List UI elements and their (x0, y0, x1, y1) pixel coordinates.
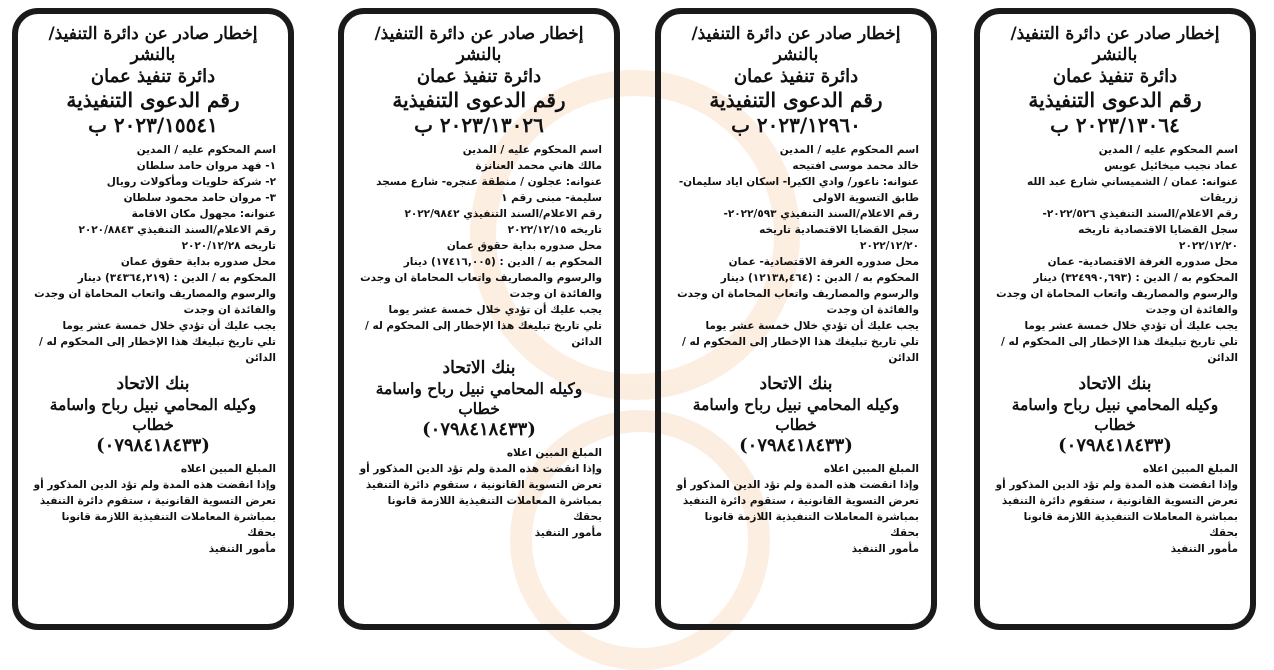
footer-line: تعرض التسوية القانونية ، ستقوم دائرة التنفيذ (682, 495, 919, 507)
body-line: عنوانه: مجهول مكان الاقامة (131, 208, 276, 220)
notice-card (974, 8, 1256, 630)
case-number: ٢٠٢٣/١٢٩٦٠ ب (731, 113, 861, 137)
body-line: سجل القضايا الاقتصادية تاريخه (1078, 224, 1238, 236)
body-line: خالد محمد موسى افتيحه (792, 160, 919, 172)
body-line: والرسوم والمصاريف واتعاب المحاماة ان وجدت (34, 288, 276, 300)
body-line: اسم المحكوم عليه / المدين (462, 144, 602, 156)
notice-card (655, 8, 937, 630)
body-line: المحكوم به / الدين : (٣٤٣٦٤,٢١٩) دينار (77, 272, 276, 284)
body-line: ٢٠٢٢/١٢/٢٠ (860, 240, 919, 252)
lawyer-name: وكيله المحامي نبيل رباح واسامة خطاب (1011, 395, 1219, 434)
body-line: عنوانه: عمان / الشميساني شارع عبد الله زريقات (1027, 176, 1238, 204)
case-number: ٢٠٢٣/١٣٠٦٤ ب (1050, 113, 1180, 137)
body-line: والفائدة ان وجدت (826, 304, 919, 316)
lawyer-name: وكيله المحامي نبيل رباح واسامة خطاب (375, 379, 583, 418)
body-line: رقم الاعلام/السند التنفيذي ٢٠٢٢/٩٨٤٢ (404, 208, 602, 220)
body-line: المحكوم به / الدين : (١٢١٣٨,٤٦٤) دينار (720, 272, 919, 284)
body-line: محل صدوره الغرفة الاقتصادية- عمان (728, 256, 919, 268)
body-line: والرسوم والمصاريف واتعاب المحاماة ان وجدت (677, 288, 919, 300)
notice-header: إخطار صادر عن دائرة التنفيذ/ بالنشر (374, 24, 584, 65)
bank-name: بنك الاتحاد (116, 374, 190, 394)
body-line: والرسوم والمصاريف واتعاب المحاماة ان وجدت (360, 272, 602, 284)
body-line: تلي تاريخ تبليغك هذا الإخطار إلى المحكوم له / (1000, 336, 1238, 348)
case-number: ٢٠٢٣/١٣٠٢٦ ب (414, 113, 544, 137)
bank-name: بنك الاتحاد (442, 358, 516, 378)
footer-line: وإذا انقضت هذه المدة ولم تؤد الدين المذكور أو (33, 479, 276, 491)
case-heading: رقم الدعوى التنفيذية (1028, 88, 1202, 112)
department-name: دائرة تنفيذ عمان (416, 66, 542, 87)
body-line: يجب عليك أن تؤدي خلال خمسة عشر يوما (62, 320, 276, 332)
footer-line: وإذا انقضت هذه المدة ولم تؤد الدين المذكور أو (359, 463, 602, 475)
body-line: مالك هاني محمد العنانزة (475, 160, 602, 172)
footer-line: تعرض التسوية القانونية ، ستقوم دائرة التنفيذ (39, 495, 276, 507)
lawyer-name: وكيله المحامي نبيل رباح واسامة خطاب (49, 395, 257, 434)
footer-line: تعرض التسوية القانونية ، ستقوم دائرة التنفيذ (1001, 495, 1238, 507)
body-line: سليمة- مبنى رقم ١ (501, 192, 602, 204)
body-line: محل صدوره بداية حقوق عمان (446, 240, 602, 252)
notice-card (12, 8, 294, 630)
body-line: يجب عليك أن تؤدي خلال خمسة عشر يوما (388, 304, 602, 316)
body-line: اسم المحكوم عليه / المدين (779, 144, 919, 156)
body-line: يجب عليك أن تؤدي خلال خمسة عشر يوما (705, 320, 919, 332)
body-line: اسم المحكوم عليه / المدين (136, 144, 276, 156)
department-name: دائرة تنفيذ عمان (90, 66, 216, 87)
department-name: دائرة تنفيذ عمان (1052, 66, 1178, 87)
phone-number: (٠٧٩٨٤١٨٤٣٣) (1058, 435, 1172, 456)
body-line: ٢٠٢٢/١٢/٢٠ (1179, 240, 1238, 252)
footer-line: بمباشرة المعاملات التنفيذية اللازمة قانونا بحقك (1023, 511, 1238, 539)
body-line: المحكوم به / الدين : (١٧٤١٦,٠٠٥) دينار (403, 256, 602, 268)
body-line: ١- فهد مروان حامد سلطان (136, 160, 276, 172)
body-line: والرسوم والمصاريف واتعاب المحاماة ان وجدت (996, 288, 1238, 300)
body-line: رقم الاعلام/السند التنفيذي ٢٠٢٢/٥٩٣- (723, 208, 919, 220)
notice-header: إخطار صادر عن دائرة التنفيذ/ بالنشر (691, 24, 901, 65)
body-line: تلي تاريخ تبليغك هذا الإخطار إلى المحكوم له / (681, 336, 919, 348)
body-line: محل صدوره بداية حقوق عمان (120, 256, 276, 268)
notices-row (12, 8, 1262, 638)
footer-line: وإذا انقضت هذه المدة ولم تؤد الدين المذكور أو (676, 479, 919, 491)
footer-line: مأمور التنفيذ (851, 543, 919, 555)
footer-line: المبلغ المبين اعلاه (1142, 463, 1238, 475)
phone-number: (٠٧٩٨٤١٨٤٣٣) (422, 419, 536, 440)
footer-line: مأمور التنفيذ (208, 543, 276, 555)
body-line: تلي تاريخ تبليغك هذا الإخطار إلى المحكوم له / (364, 320, 602, 332)
footer-line: تعرض التسوية القانونية ، ستقوم دائرة التنفيذ (365, 479, 602, 491)
body-line: سجل القضايا الاقتصادية تاريخه (759, 224, 919, 236)
phone-number: (٠٧٩٨٤١٨٤٣٣) (96, 435, 210, 456)
body-line: عنوانه: عجلون / منطقة عنجره- شارع مسجد (376, 176, 602, 188)
body-line: محل صدوره الغرفة الاقتصادية- عمان (1047, 256, 1238, 268)
body-line: تاريخه ٢٠٢٢/١٢/١٥ (507, 224, 602, 236)
body-line: الدائن (245, 352, 276, 364)
case-heading: رقم الدعوى التنفيذية (392, 88, 566, 112)
footer-line: مأمور التنفيذ (534, 527, 602, 539)
body-line: الدائن (1207, 352, 1238, 364)
footer-line: المبلغ المبين اعلاه (823, 463, 919, 475)
footer-line: المبلغ المبين اعلاه (180, 463, 276, 475)
body-line: تاريخه ٢٠٢٠/١٢/٢٨ (181, 240, 276, 252)
footer-line: بمباشرة المعاملات التنفيذية اللازمة قانونا بحقك (704, 511, 919, 539)
body-line: رقم الاعلام/السند التنفيذي ٢٠٢٠/٨٨٤٣ (78, 224, 276, 236)
body-line: عنوانه: ناعور/ وادي الكيرا- اسكان اياد سليمان- (678, 176, 919, 188)
case-heading: رقم الدعوى التنفيذية (66, 88, 240, 112)
body-line: تلي تاريخ تبليغك هذا الإخطار إلى المحكوم له / (38, 336, 276, 348)
bank-name: بنك الاتحاد (1078, 374, 1152, 394)
body-line: ٣- مروان حامد محمود سلطان (123, 192, 276, 204)
phone-number: (٠٧٩٨٤١٨٤٣٣) (739, 435, 853, 456)
body-line: الدائن (571, 336, 602, 348)
case-number: ٢٠٢٣/١٥٥٤١ ب (88, 113, 218, 137)
body-line: والفائدة ان وجدت (509, 288, 602, 300)
footer-line: وإذا انقضت هذه المدة ولم تؤد الدين المذكور أو (995, 479, 1238, 491)
body-line: يجب عليك أن تؤدي خلال خمسة عشر يوما (1024, 320, 1238, 332)
body-line: رقم الاعلام/السند التنفيذي ٢٠٢٢/٥٢٦- (1042, 208, 1238, 220)
footer-line: بمباشرة المعاملات التنفيذية اللازمة قانونا بحقك (61, 511, 276, 539)
body-line: والفائدة ان وجدت (1145, 304, 1238, 316)
body-line: عماد نجيب ميخائيل عويس (1104, 160, 1238, 172)
lawyer-name: وكيله المحامي نبيل رباح واسامة خطاب (692, 395, 900, 434)
notice-header: إخطار صادر عن دائرة التنفيذ/ بالنشر (1010, 24, 1220, 65)
body-line: المحكوم به / الدين : (٣٢٤٩٩٠,٦٩٣) دينار (1033, 272, 1238, 284)
bank-name: بنك الاتحاد (759, 374, 833, 394)
body-line: طابق التسوية الاولى (812, 192, 919, 204)
body-line: الدائن (888, 352, 919, 364)
footer-line: بمباشرة المعاملات التنفيذية اللازمة قانونا بحقك (387, 495, 602, 523)
notice-card (338, 8, 620, 630)
notice-header: إخطار صادر عن دائرة التنفيذ/ بالنشر (48, 24, 258, 65)
department-name: دائرة تنفيذ عمان (733, 66, 859, 87)
footer-line: المبلغ المبين اعلاه (506, 447, 602, 459)
case-heading: رقم الدعوى التنفيذية (709, 88, 883, 112)
body-line: ٢- شركة حلويات ومأكولات رويال (106, 176, 276, 188)
body-line: اسم المحكوم عليه / المدين (1098, 144, 1238, 156)
body-line: والفائدة ان وجدت (183, 304, 276, 316)
footer-line: مأمور التنفيذ (1170, 543, 1238, 555)
